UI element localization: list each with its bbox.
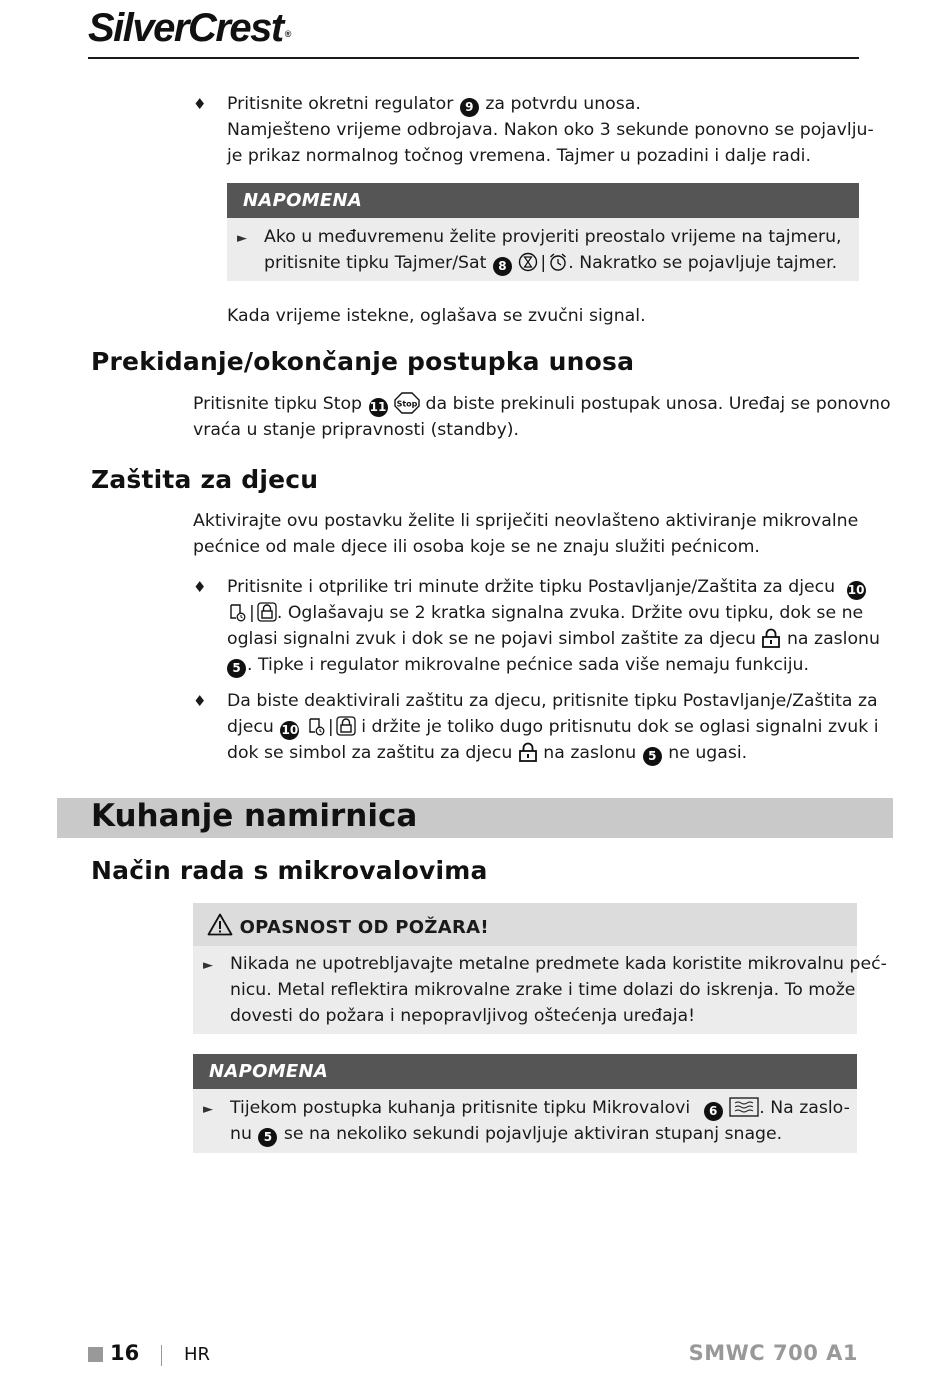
brand-logo: SilverCrest ® <box>88 6 290 50</box>
child-b1-line2: | . Oglašavaju se 2 kratka signalna zvuka. Držite ovu tipku, dok se ne <box>227 600 863 626</box>
hourglass-icon <box>518 252 538 272</box>
ref-number: 10 <box>280 721 299 740</box>
child-b1-line4: 5 . Tipke i regulator mikrovalne pećnice sada više nemaju funkciju. <box>227 652 809 678</box>
timer-bullet-line2: Namješteno vrijeme odbrojava. Nakon oko 3 sekunde ponovno se pojavlju- <box>227 120 874 140</box>
child-b1-line1: Pritisnite i otprilike tri minute držite tipku Postavljanje/Zaštita za djecu 10 <box>227 574 867 600</box>
child-b2-line2: djecu 10 | i držite je toliko dugo pritisnutu dok se oglasi signalni zvuk i <box>227 714 879 740</box>
svg-text:Stop: Stop <box>396 399 418 409</box>
ref-number: 5 <box>227 659 246 678</box>
ref-number: 10 <box>847 581 866 600</box>
ref-number: 5 <box>258 1128 277 1147</box>
footer-model: SMWC 700 A1 <box>688 1341 858 1365</box>
lock-icon <box>518 742 538 762</box>
footer-marker <box>88 1347 103 1362</box>
alarm-clock-icon <box>548 252 568 272</box>
ref-number: 11 <box>369 398 388 417</box>
child-lock-button-icon <box>257 602 277 622</box>
ref-number: 9 <box>460 98 479 117</box>
cancel-line2: vraća u stanje pripravnosti (standby). <box>193 420 520 440</box>
note-line2: nu 5 se na nekoliko sekundi pojavljuje aktiviran stupanj snage. <box>230 1121 782 1147</box>
bullet-diamond: ♦ <box>193 578 207 596</box>
page-number: 16 <box>110 1341 140 1365</box>
settings-clock-icon <box>306 716 326 736</box>
stop-icon <box>394 392 420 414</box>
danger-box <box>193 903 887 1034</box>
cancel-line1: Pritisnite tipku Stop 11 Stop da biste prekinuli postupak unosa. Uređaj se ponovno <box>193 391 891 417</box>
child-b2-line3: dok se simbol za zaštitu za djecu na zaslonu 5 ne ugasi. <box>227 740 747 766</box>
note-box-timer <box>227 183 859 281</box>
heading-child-lock: Zaštita za djecu <box>91 465 319 494</box>
note-box-microwave <box>193 1054 857 1153</box>
note-line1: Tijekom postupka kuhanja pritisnite tipku Mikrovalovi 6 . Na zaslo- <box>230 1095 850 1121</box>
timer-bullet-line1: Pritisnite okretni regulator 9 za potvrdu unosa. <box>227 91 641 117</box>
note-line1: Ako u međuvremenu želite provjeriti preostalo vrijeme na tajmeru, <box>264 227 842 247</box>
danger-line2: nicu. Metal reflektira mikrovalne zrake i time dolazi do iskrenja. To može <box>230 980 856 1000</box>
child-intro-line1: Aktivirajte ovu postavku želite li spriječiti neovlašteno aktiviranje mikrovalne <box>193 511 859 531</box>
lock-icon <box>761 628 781 648</box>
child-b2-line1: Da biste deaktivirali zaštitu za djecu, pritisnite tipku Postavljanje/Zaštita za <box>227 691 878 711</box>
danger-header <box>193 903 857 946</box>
microwave-icon <box>729 1097 759 1117</box>
danger-line3: dovesti do požara i nepopravljivog oštećenja uređaja! <box>230 1006 696 1026</box>
chapter-title: Kuhanje namirnica <box>91 798 418 834</box>
footer-divider <box>161 1345 162 1366</box>
child-intro-line2: pećnice od male djece ili osoba koje se ne znaju služiti pećnicom. <box>193 537 760 557</box>
danger-line1: Nikada ne upotrebljavajte metalne predmete kada koristite mikrovalnu peć- <box>230 954 887 974</box>
arrow-icon: ► <box>203 958 213 973</box>
note-title: NAPOMENA <box>193 1054 857 1089</box>
ref-number: 5 <box>643 747 662 766</box>
warning-triangle-icon <box>207 913 233 936</box>
child-b1-line3: oglasi signalni zvuk i dok se ne pojavi simbol zaštite za djecu na zaslonu <box>227 629 880 649</box>
ref-number: 6 <box>704 1102 723 1121</box>
bullet-diamond: ♦ <box>193 95 207 113</box>
bullet-diamond: ♦ <box>193 692 207 710</box>
timer-end-text: Kada vrijeme istekne, oglašava se zvučni signal. <box>227 306 646 326</box>
footer-language: HR <box>184 1344 211 1365</box>
child-lock-button-icon <box>336 716 356 736</box>
header-rule <box>88 57 859 59</box>
arrow-icon: ► <box>237 231 247 246</box>
note-title: NAPOMENA <box>227 183 859 218</box>
timer-bullet-line3: je prikaz normalnog točnog vremena. Tajmer u pozadini i dalje radi. <box>227 146 811 166</box>
heading-cancel: Prekidanje/okončanje postupka unosa <box>91 347 635 376</box>
heading-microwave: Način rada s mikrovalovima <box>91 856 488 885</box>
settings-clock-icon <box>227 602 247 622</box>
danger-title: OPASNOST OD POŽARA! <box>239 917 489 938</box>
ref-number: 8 <box>493 257 512 276</box>
note-line2: pritisnite tipku Tajmer/Sat 8 | . Nakratko se pojavljuje tajmer. <box>264 250 837 276</box>
arrow-icon: ► <box>203 1102 213 1117</box>
